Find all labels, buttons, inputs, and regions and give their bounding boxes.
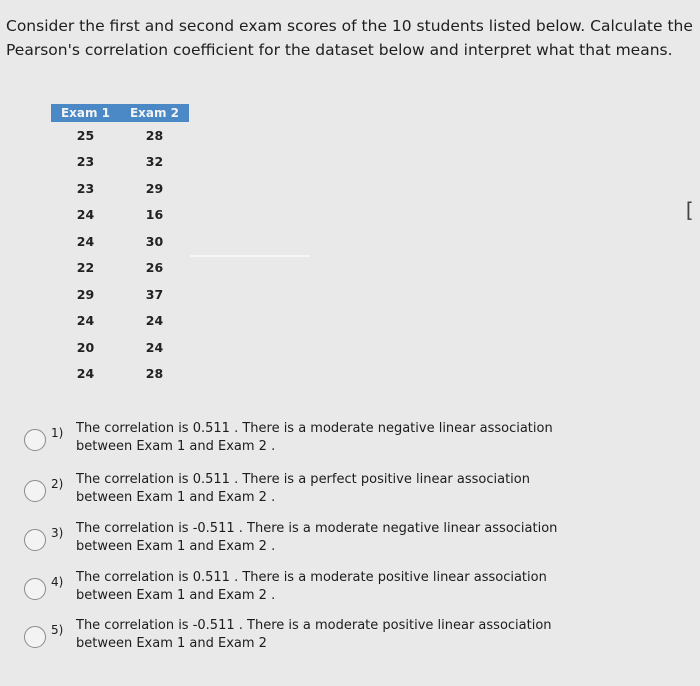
- column-header-exam-1: Exam 1: [51, 104, 120, 122]
- table-row: [51, 202, 189, 229]
- exam-2-cell: 28: [145, 366, 164, 382]
- table-row: [51, 361, 189, 388]
- option-text: [76, 471, 676, 507]
- option-line: The correlation is 0.511 . There is a moderate negative linear association: [76, 421, 553, 436]
- option-line: between Exam 1 and Exam 2 .: [76, 588, 276, 603]
- table-row: [51, 281, 189, 308]
- option-line: between Exam 1 and Exam 2 .: [76, 490, 276, 505]
- option-line: The correlation is 0.511 . There is a perfect positive linear association: [76, 472, 530, 487]
- option-line: between Exam 1 and Exam 2: [76, 636, 267, 651]
- exam-2-cell: 16: [145, 207, 164, 223]
- radio-button[interactable]: [24, 626, 46, 648]
- table-row: [51, 334, 189, 361]
- option-number: 1): [51, 426, 64, 440]
- exam-1-cell: 23: [76, 180, 95, 196]
- exam-2-cell: 24: [145, 313, 164, 329]
- option-line: The correlation is 0.511 . There is a moderate positive linear association: [76, 570, 547, 585]
- table-row: [51, 175, 189, 202]
- exam-1-cell: 24: [76, 313, 95, 329]
- exam-1-cell: 22: [76, 260, 95, 276]
- scores-table: [51, 104, 189, 387]
- exam-1-cell: 29: [76, 286, 95, 302]
- table-row: [51, 255, 189, 282]
- question-text: Consider the first and second exam scores of the 10 students listed below. Calculate the Pearson's correlation coefficient for the dataset below and interpret what that means.: [6, 17, 693, 59]
- option-number: 2): [51, 477, 64, 491]
- table-header-row: [51, 104, 189, 122]
- exam-2-cell: 29: [145, 180, 164, 196]
- exam-1-cell: 20: [76, 339, 95, 355]
- option-line: The correlation is -0.511 . There is a moderate positive linear association: [76, 618, 552, 633]
- faint-divider: [190, 255, 310, 257]
- option-number: 5): [51, 623, 64, 637]
- option-text: [76, 520, 676, 556]
- option-line: between Exam 1 and Exam 2 .: [76, 539, 276, 554]
- radio-button[interactable]: [24, 429, 46, 451]
- exam-1-cell: 24: [76, 207, 95, 223]
- option-text: [76, 569, 676, 605]
- radio-button[interactable]: [24, 529, 46, 551]
- exam-2-cell: 37: [145, 286, 164, 302]
- exam-1-cell: 23: [76, 154, 95, 170]
- table-row: [51, 149, 189, 176]
- column-header-exam-2: Exam 2: [120, 104, 189, 122]
- table-row: [51, 228, 189, 255]
- exam-2-cell: 26: [145, 260, 164, 276]
- exam-2-cell: 28: [145, 127, 164, 143]
- table-row: [51, 308, 189, 335]
- exam-2-cell: 24: [145, 339, 164, 355]
- exam-2-cell: 30: [145, 233, 164, 249]
- exam-1-cell: 24: [76, 366, 95, 382]
- option-line: between Exam 1 and Exam 2 .: [76, 439, 276, 454]
- radio-button[interactable]: [24, 480, 46, 502]
- option-text: [76, 420, 676, 456]
- option-text: [76, 617, 676, 653]
- radio-button[interactable]: [24, 578, 46, 600]
- edge-bracket-icon: [: [683, 198, 696, 222]
- option-number: 4): [51, 575, 64, 589]
- exam-1-cell: 25: [76, 127, 95, 143]
- exam-2-cell: 32: [145, 154, 164, 170]
- option-number: 3): [51, 526, 64, 540]
- exam-1-cell: 24: [76, 233, 95, 249]
- table-row: [51, 122, 189, 149]
- option-line: The correlation is -0.511 . There is a moderate negative linear association: [76, 521, 558, 536]
